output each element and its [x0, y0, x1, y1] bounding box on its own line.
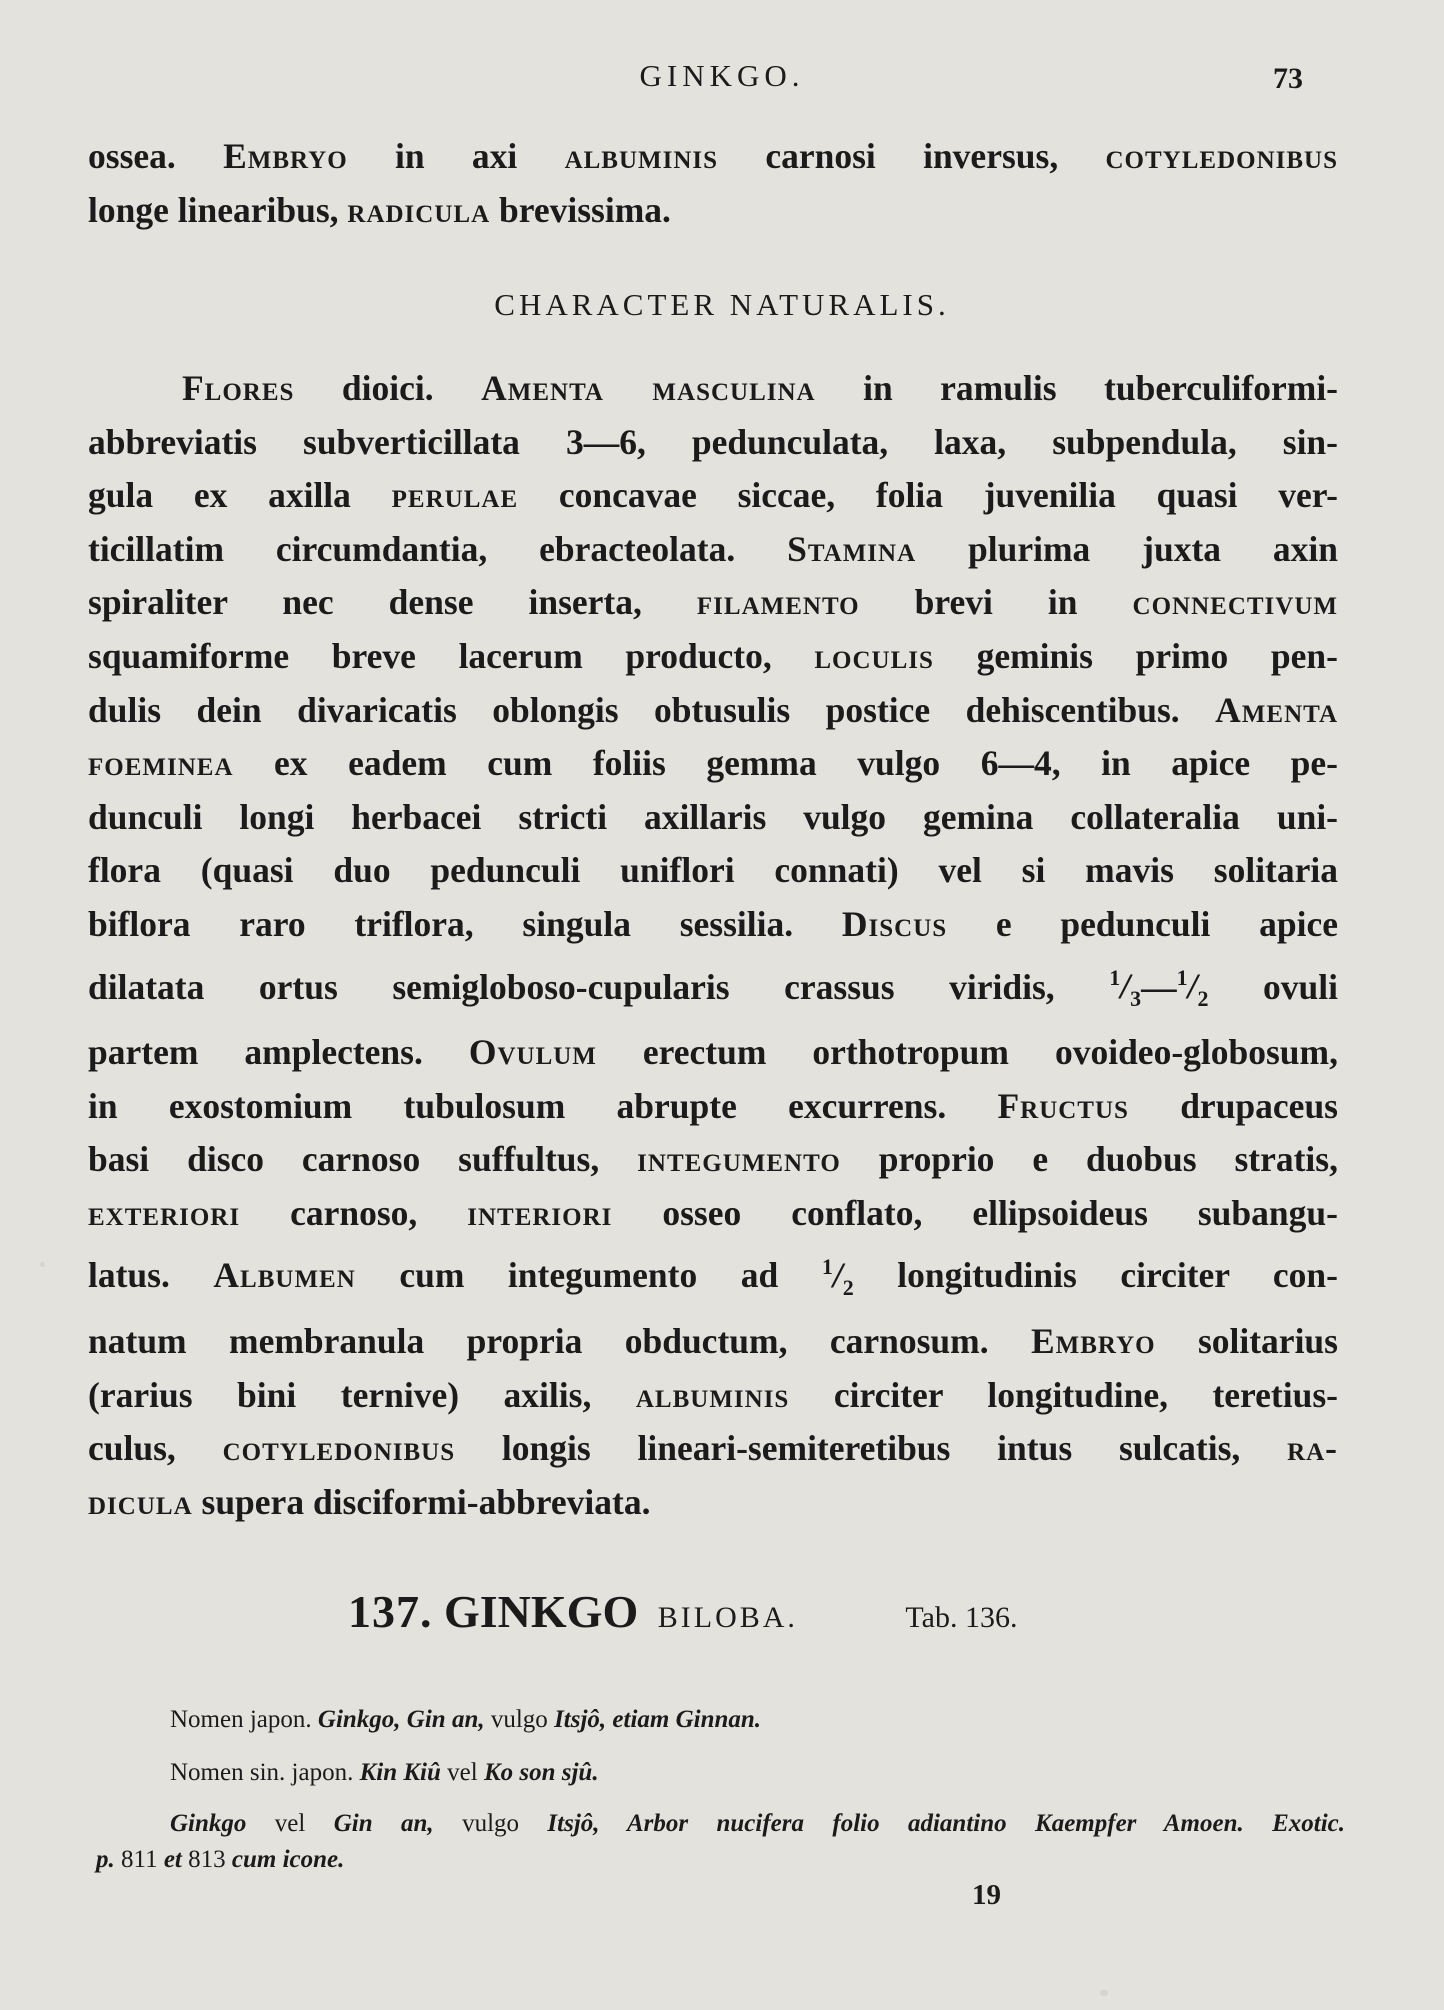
plate-reference: Tab. 136.: [905, 1601, 1018, 1634]
paragraph-character-naturalis: [88, 362, 1338, 1529]
species-epithet: BILOBA.: [657, 1601, 798, 1634]
paper-spot: [40, 1262, 45, 1267]
page-number: 73: [1273, 62, 1303, 95]
signature-mark: 19: [972, 1879, 1001, 1911]
genus-name: GINKGO: [444, 1586, 639, 1637]
note-japanese-name: Nomen japon. Ginkgo, Gin an, vulgo Itsjô, etiam Ginnan.: [170, 1706, 762, 1733]
text-line: flora (quasi duo pedunculi uniflori connati) vel si mavis solitaria: [88, 850, 1338, 891]
fraction: $^1/_3$: [1109, 965, 1142, 1012]
text-line: squamiforme breve lacerum producto, loculis geminis primo pen-: [88, 635, 1338, 676]
text-line: spiraliter nec dense inserta, filamento brevi in connectivum: [88, 582, 1338, 623]
text-line: abbreviatis subverticillata 3—6, pedunculata, laxa, subpendula, sin-: [88, 421, 1338, 462]
note-kaempfer-reference: Ginkgo vel Gin an, vulgo Itsjô, Arbor nucifera folio adiantino Kaempfer Amoen. Exotic.: [170, 1810, 1346, 1837]
text-line: dunculi longi herbacei stricti axillaris vulgo gemina collateralia uni-: [88, 796, 1338, 837]
text-line: Flores dioici. Amenta masculina in ramulis tuberculiformi-: [182, 368, 1339, 408]
text-line: biflora raro triflora, singula sessilia. Discus e pedunculi apice: [88, 903, 1338, 944]
fraction: $^1/_2$: [1176, 965, 1209, 1012]
paper-spot: [1100, 1990, 1108, 1996]
text-line: culus, cotyledonibus longis lineari-semiteretibus intus sulcatis, ra-: [88, 1428, 1339, 1469]
text-line: dicula supera disciformi-abbreviata.: [88, 1481, 651, 1522]
note-sino-japanese-name: Nomen sin. japon. Kin Kiû vel Ko son sjû.: [170, 1759, 599, 1786]
running-head: GINKGO.: [639, 58, 805, 93]
text-line: basi disco carnoso suffultus, integumento proprio e duobus stratis,: [88, 1139, 1338, 1180]
text-line: foeminea ex eadem cum foliis gemma vulgo 6—4, in apice pe-: [88, 743, 1338, 784]
text-line: longe linearibus, radicula brevissima.: [88, 189, 671, 230]
fraction: $^1/_2$: [821, 1254, 854, 1301]
species-heading: [348, 1585, 1017, 1638]
text-line: ossea. Embryo in axi albuminis carnosi inversus, cotyledonibus: [88, 136, 1338, 176]
text-line: partem amplectens. Ovulum erectum orthotropum ovoideo-globosum,: [88, 1032, 1338, 1073]
text-line: gula ex axilla perulae concavae siccae, folia juvenilia quasi ver-: [88, 475, 1338, 516]
text-line: in exostomium tubulosum abrupte excurrens. Fructus drupaceus: [88, 1085, 1338, 1126]
text-line: latus. Albumen cum integumento ad $^1/_2$ longitudinis circiter con-: [88, 1254, 1338, 1301]
text-line: ticillatim circumdantia, ebracteolata. Stamina plurima juxta axin: [88, 528, 1338, 569]
text-line: dilatata ortus semigloboso-cupularis crassus viridis, $^1/_3—^1/_2$ ovuli: [88, 965, 1338, 1012]
paragraph-embryo: [88, 130, 1338, 237]
text-line: (rarius bini ternive) axilis, albuminis circiter longitudine, teretius-: [88, 1374, 1338, 1415]
species-number: 137.: [348, 1586, 433, 1637]
text-line: exteriori carnoso, interiori osseo conflato, ellipsoideus subangu-: [88, 1192, 1338, 1233]
text-line: dulis dein divaricatis oblongis obtusulis postice dehiscentibus. Amenta: [88, 689, 1338, 730]
text-line: natum membranula propria obductum, carnosum. Embryo solitarius: [88, 1320, 1338, 1361]
note-kaempfer-pages: p. 811 et 813 cum icone.: [96, 1846, 345, 1873]
section-heading: CHARACTER NATURALIS.: [494, 287, 950, 322]
